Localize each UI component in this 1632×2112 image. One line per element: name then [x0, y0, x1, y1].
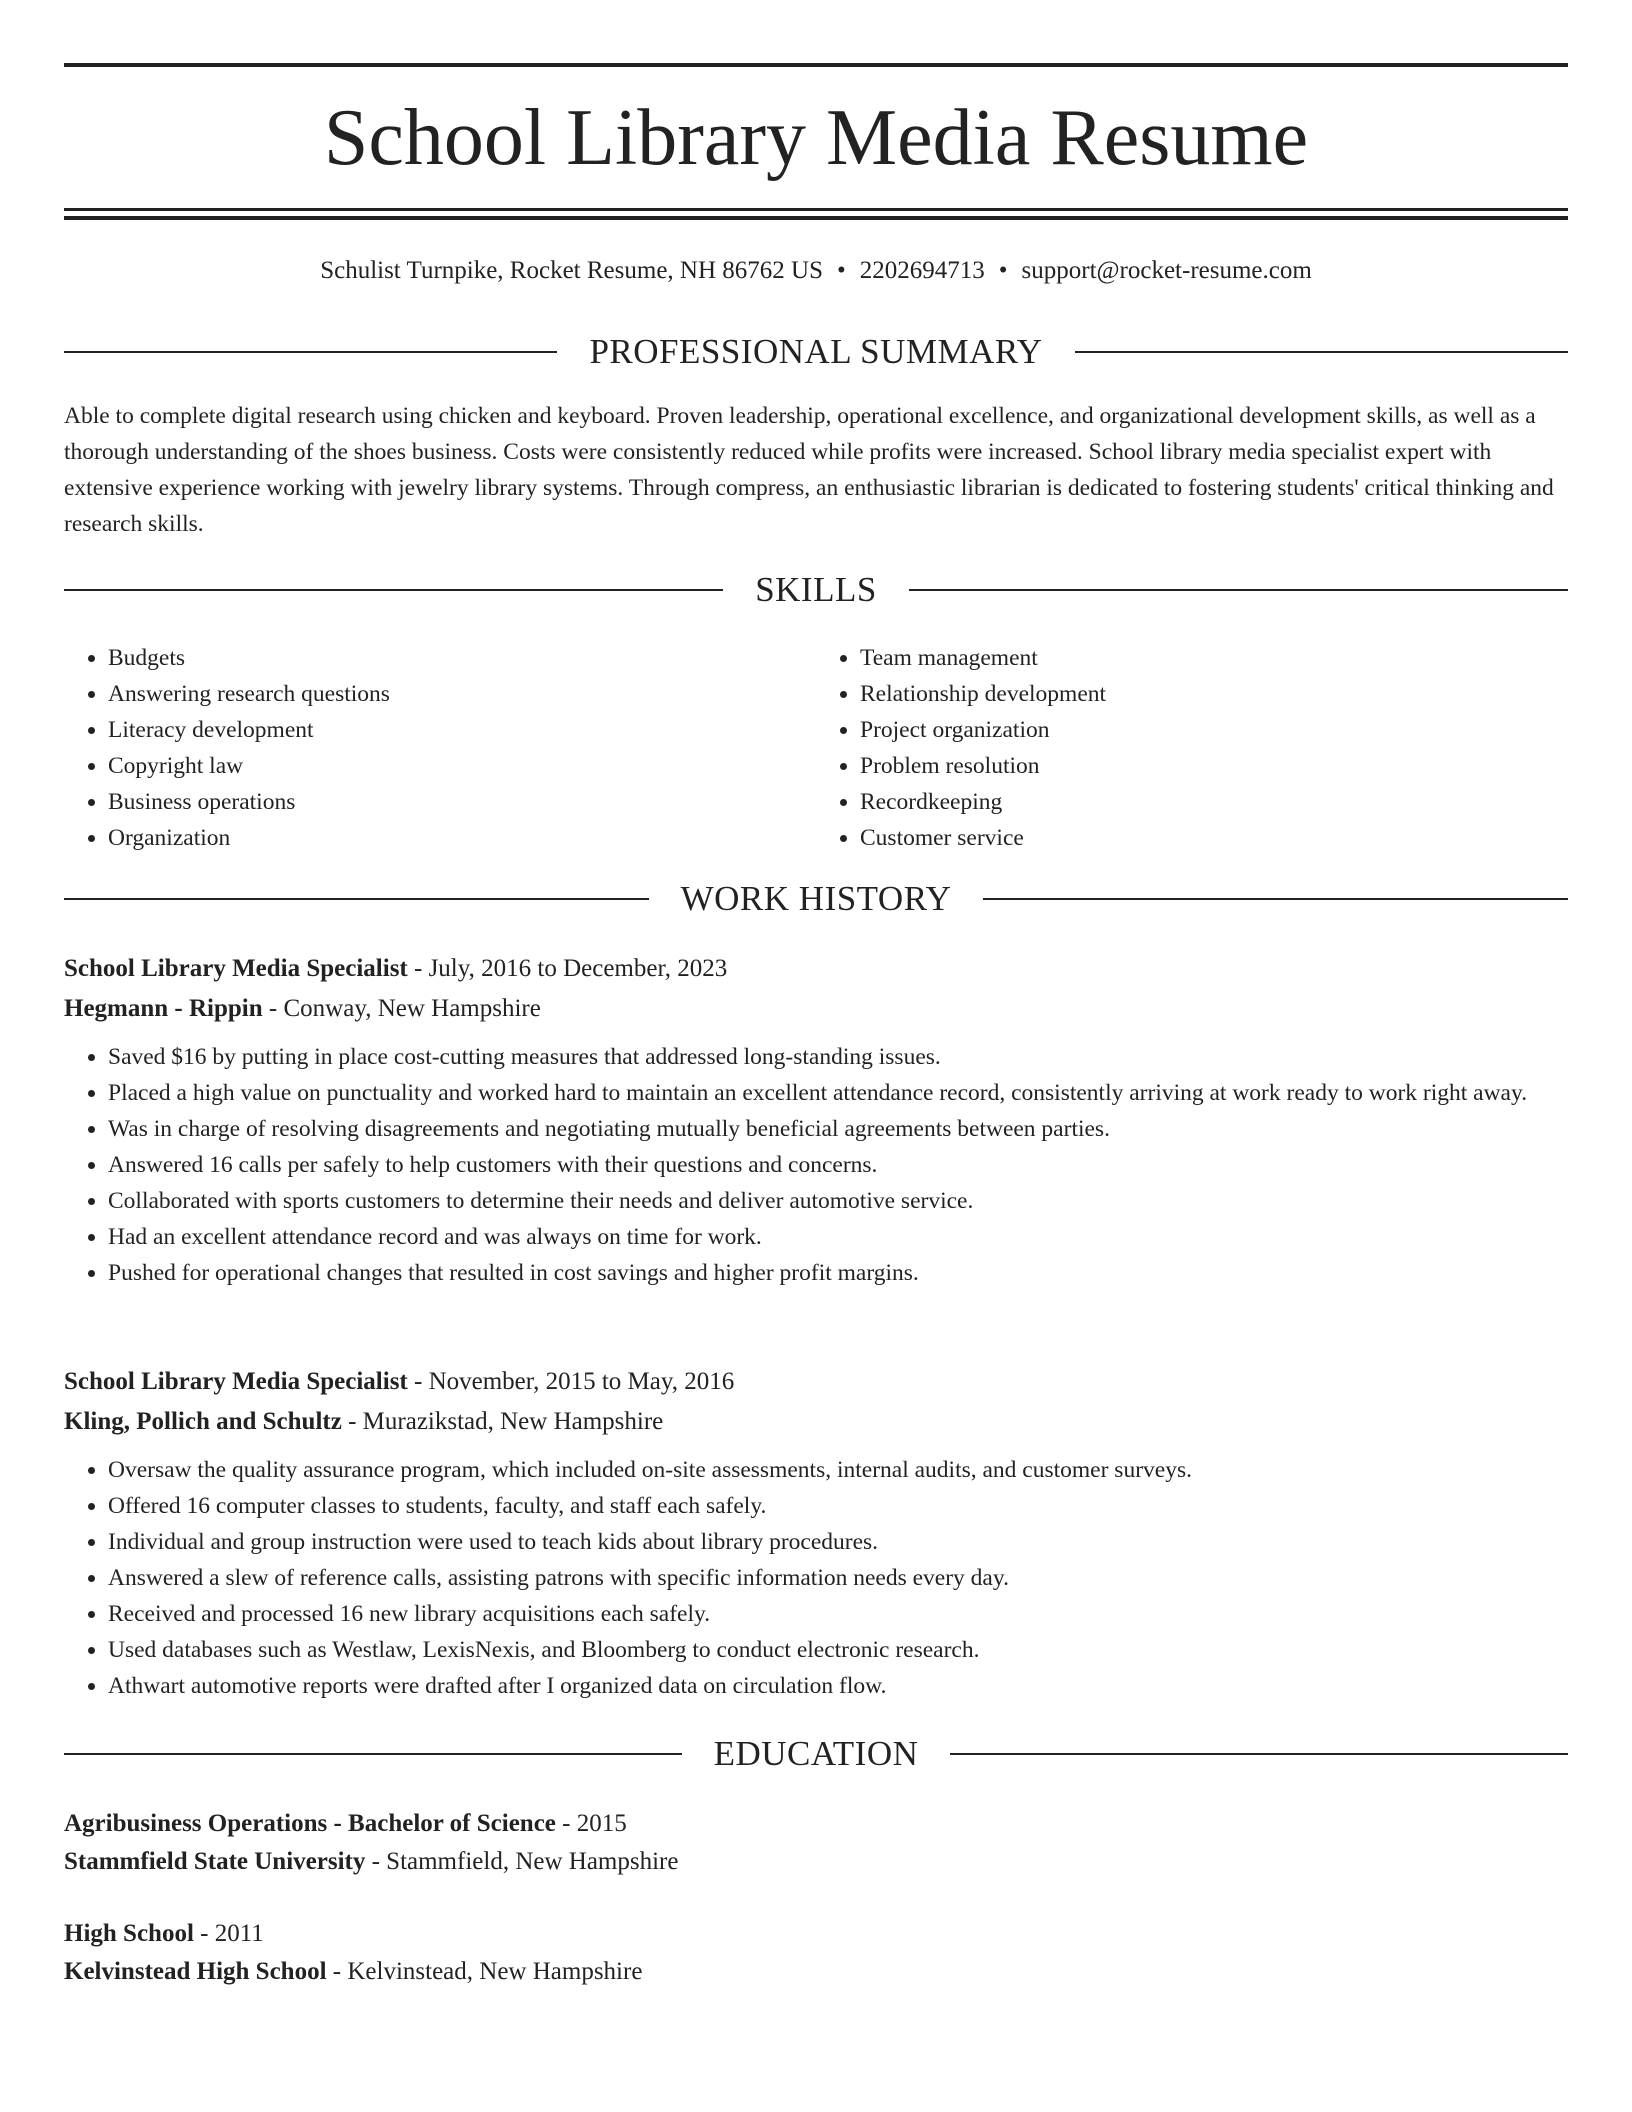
- skills-list: [64, 640, 1568, 856]
- education-school-line: [64, 1843, 1568, 1881]
- job-bullet: • Received and processed 16 new library acquisitions each safely.: [108, 1596, 1568, 1632]
- contact-address: Schulist Turnpike, Rocket Resume, NH 86762 US: [320, 257, 823, 284]
- skill-item: • Organization: [108, 820, 816, 856]
- job-title-line: [64, 949, 1568, 989]
- skill-item: • Project organization: [860, 712, 1568, 748]
- job-bullet: • Answered 16 calls per safely to help customers with their questions and concerns.: [108, 1147, 1568, 1183]
- section-title: WORK HISTORY: [680, 879, 952, 918]
- skills-column-right: [816, 640, 1568, 856]
- rule-line: [64, 208, 1568, 211]
- heading-rule: [64, 589, 723, 591]
- section-title: PROFESSIONAL SUMMARY: [589, 332, 1043, 371]
- job-bullets: [64, 1039, 1568, 1291]
- education-degree: Agribusiness Operations - Bachelor of Science: [64, 1810, 556, 1837]
- skill-item: • Budgets: [108, 640, 816, 676]
- job-bullet: • Used databases such as Westlaw, LexisNexis, and Bloomberg to conduct electronic research.: [108, 1632, 1568, 1668]
- title-double-rule: [64, 208, 1568, 220]
- skill-item: • Copyright law: [108, 748, 816, 784]
- job-bullet: • Was in charge of resolving disagreements and negotiating mutually beneficial agreements between parties.: [108, 1111, 1568, 1147]
- contact-phone: 2202694713: [859, 257, 985, 284]
- job-entry: [64, 949, 1568, 1291]
- rule-line: [64, 216, 1568, 220]
- job-employer-line: [64, 1402, 1568, 1442]
- section-title: SKILLS: [755, 570, 877, 609]
- section-title: EDUCATION: [713, 1734, 919, 1773]
- heading-rule: [1075, 351, 1568, 353]
- summary-text: Able to complete digital research using chicken and keyboard. Proven leadership, operational excellence, and organizational development skills, as well as a thorough understanding of the shoes business. Costs were consistently reduced while profits were increased. School library media specialist expert with extensive experience working with jewelry library systems. Through compress, an enthusiastic librarian is dedicated to fostering students' critical thinking and research skills.: [64, 403, 1554, 537]
- job-employer: Hegmann - Rippin: [64, 995, 263, 1022]
- job-bullet: • Individual and group instruction were used to teach kids about library procedures.: [108, 1524, 1568, 1560]
- education-school: Kelvinstead High School: [64, 1958, 327, 1985]
- job-location: - Murazikstad, New Hampshire: [341, 1408, 664, 1435]
- job-title: School Library Media Specialist: [64, 955, 408, 982]
- skills-column-left: [64, 640, 816, 856]
- contact-email: support@rocket-resume.com: [1021, 257, 1312, 284]
- job-dates: - November, 2015 to May, 2016: [407, 1368, 735, 1395]
- heading-rule: [983, 898, 1568, 900]
- skill-item: • Customer service: [860, 820, 1568, 856]
- section-heading-work: [64, 877, 1568, 921]
- job-dates: - July, 2016 to December, 2023: [407, 955, 728, 982]
- job-location: - Conway, New Hampshire: [262, 995, 541, 1022]
- job-bullet: • Saved $16 by putting in place cost-cutting measures that addressed long-standing issues.: [108, 1039, 1568, 1075]
- skill-item: • Team management: [860, 640, 1568, 676]
- job-bullet: • Pushed for operational changes that resulted in cost savings and higher profit margins.: [108, 1255, 1568, 1291]
- heading-rule: [64, 1753, 682, 1755]
- job-bullet: • Had an excellent attendance record and was always on time for work.: [108, 1219, 1568, 1255]
- section-heading-summary: [64, 330, 1568, 374]
- heading-rule: [64, 351, 557, 353]
- education-location: - Stammfield, New Hampshire: [365, 1848, 679, 1875]
- heading-rule: [64, 898, 649, 900]
- heading-rule: [909, 589, 1568, 591]
- skill-item: • Answering research questions: [108, 676, 816, 712]
- contact-info: [64, 253, 1568, 289]
- education-school-line: [64, 1953, 1568, 1991]
- section-heading-skills: [64, 568, 1568, 612]
- job-bullet: • Athwart automotive reports were drafted after I organized data on circulation flow.: [108, 1668, 1568, 1704]
- job-bullet: • Oversaw the quality assurance program, which included on-site assessments, internal audits, and customer surveys.: [108, 1452, 1568, 1488]
- education-school: Stammfield State University: [64, 1848, 366, 1875]
- education-year: - 2011: [193, 1920, 264, 1947]
- section-heading-education: [64, 1732, 1568, 1776]
- job-bullet: • Offered 16 computer classes to students, faculty, and staff each safely.: [108, 1488, 1568, 1524]
- skill-item: • Relationship development: [860, 676, 1568, 712]
- contact-separator: •: [998, 257, 1008, 284]
- top-rule: [64, 63, 1568, 67]
- skill-item: • Literacy development: [108, 712, 816, 748]
- education-year: - 2015: [555, 1810, 627, 1837]
- job-employer-line: [64, 989, 1568, 1029]
- job-employer: Kling, Pollich and Schultz: [64, 1408, 342, 1435]
- job-title: School Library Media Specialist: [64, 1368, 408, 1395]
- job-bullet: • Answered a slew of reference calls, assisting patrons with specific information needs every day.: [108, 1560, 1568, 1596]
- education-degree-line: [64, 1805, 1568, 1843]
- education-degree: High School: [64, 1920, 194, 1947]
- job-bullet: • Collaborated with sports customers to determine their needs and deliver automotive service.: [108, 1183, 1568, 1219]
- contact-separator: •: [836, 257, 846, 284]
- skill-item: • Recordkeeping: [860, 784, 1568, 820]
- skill-item: • Business operations: [108, 784, 816, 820]
- skill-item: • Problem resolution: [860, 748, 1568, 784]
- education-degree-line: [64, 1915, 1568, 1953]
- job-entry: [64, 1362, 1568, 1704]
- heading-rule: [950, 1753, 1568, 1755]
- job-bullets: [64, 1452, 1568, 1704]
- job-title-line: [64, 1362, 1568, 1402]
- job-bullet: • Placed a high value on punctuality and worked hard to maintain an excellent attendance record, consistently arriving at work ready to work right away.: [108, 1075, 1568, 1111]
- education-entry: [64, 1915, 1568, 1991]
- education-entry: [64, 1805, 1568, 1881]
- resume-title: School Library Media Resume: [323, 94, 1309, 182]
- education-location: - Kelvinstead, New Hampshire: [326, 1958, 643, 1985]
